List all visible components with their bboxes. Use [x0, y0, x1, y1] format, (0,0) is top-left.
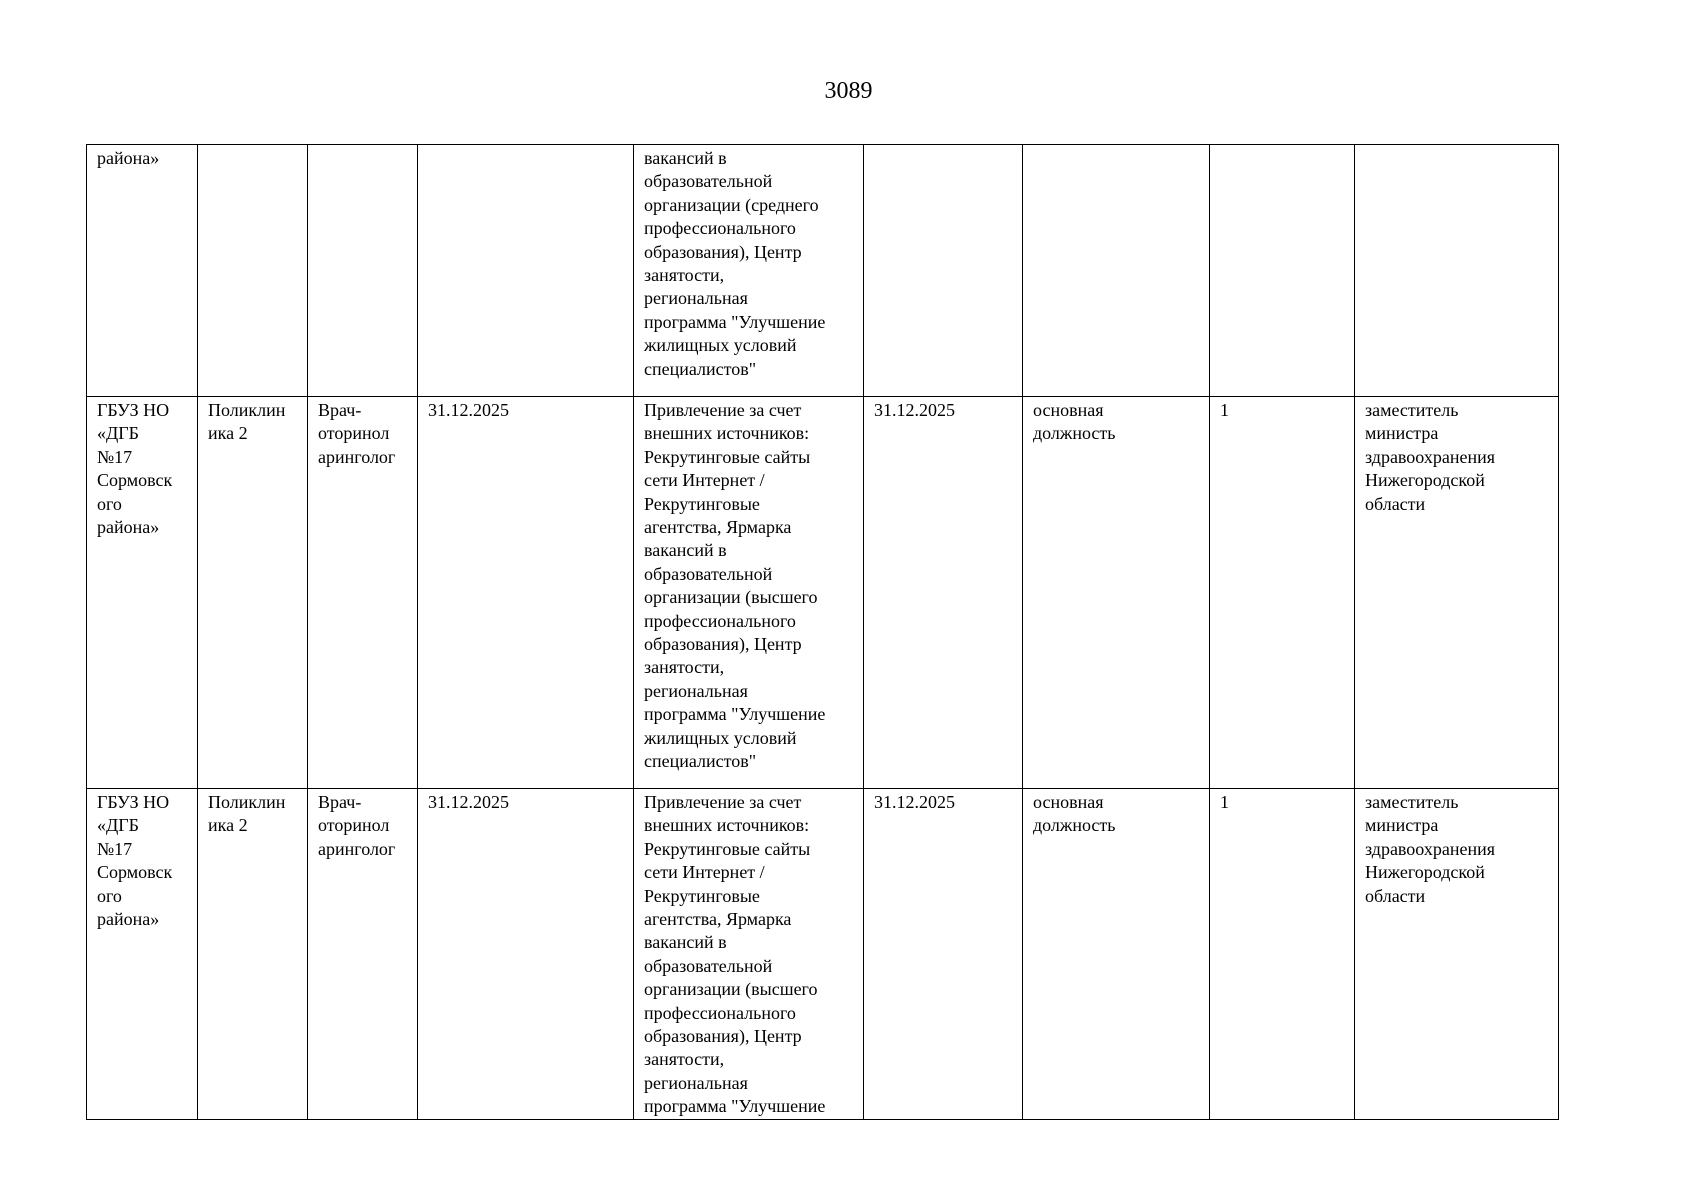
cell-measures: Привлечение за счет внешних источников: Рекрутинговые сайты сети Интернет / Рекрутинговые агентства, Ярмарка вакансий в образовательной организации (высшего профессионального образования), Центр занятости, региональная программа "Улучшение	[634, 789, 864, 1120]
table-row	[87, 789, 1559, 1120]
cell-job-type	[1023, 145, 1210, 397]
data-table	[86, 144, 1559, 1120]
cell-job-type: основная должность	[1023, 789, 1210, 1120]
cell-count: 1	[1210, 789, 1355, 1120]
cell-organization: ГБУЗ НО «ДГБ №17 Сормовск ого района»	[87, 789, 198, 1120]
cell-job-type: основная должность	[1023, 397, 1210, 789]
cell-measures: Привлечение за счет внешних источников: Рекрутинговые сайты сети Интернет / Рекрутинговые агентства, Ярмарка вакансий в образовательной организации (высшего профессионального образования), Центр занятости, региональная программа "Улучшение жилищных условий специалистов"	[634, 397, 864, 789]
cell-date1: 31.12.2025	[418, 789, 634, 1120]
cell-date1: 31.12.2025	[418, 397, 634, 789]
cell-responsible	[1355, 145, 1559, 397]
cell-count: 1	[1210, 397, 1355, 789]
cell-position	[308, 145, 418, 397]
table-row	[87, 145, 1559, 397]
table-row	[87, 397, 1559, 789]
cell-date2: 31.12.2025	[864, 789, 1023, 1120]
page-number: 3089	[824, 78, 873, 104]
cell-position: Врач- оторинол аринголог	[308, 397, 418, 789]
cell-date2	[864, 145, 1023, 397]
cell-date1	[418, 145, 634, 397]
cell-unit: Поликлин ика 2	[198, 397, 308, 789]
cell-date2: 31.12.2025	[864, 397, 1023, 789]
cell-organization: района»	[87, 145, 198, 397]
cell-position: Врач- оторинол аринголог	[308, 789, 418, 1120]
cell-responsible: заместитель министра здравоохранения Нижегородской области	[1355, 789, 1559, 1120]
cell-count	[1210, 145, 1355, 397]
cell-unit	[198, 145, 308, 397]
cell-responsible: заместитель министра здравоохранения Нижегородской области	[1355, 397, 1559, 789]
cell-organization: ГБУЗ НО «ДГБ №17 Сормовск ого района»	[87, 397, 198, 789]
cell-unit: Поликлин ика 2	[198, 789, 308, 1120]
cell-measures: вакансий в образовательной организации (среднего профессионального образования), Центр занятости, региональная программа "Улучшение жилищных условий специалистов"	[634, 145, 864, 397]
